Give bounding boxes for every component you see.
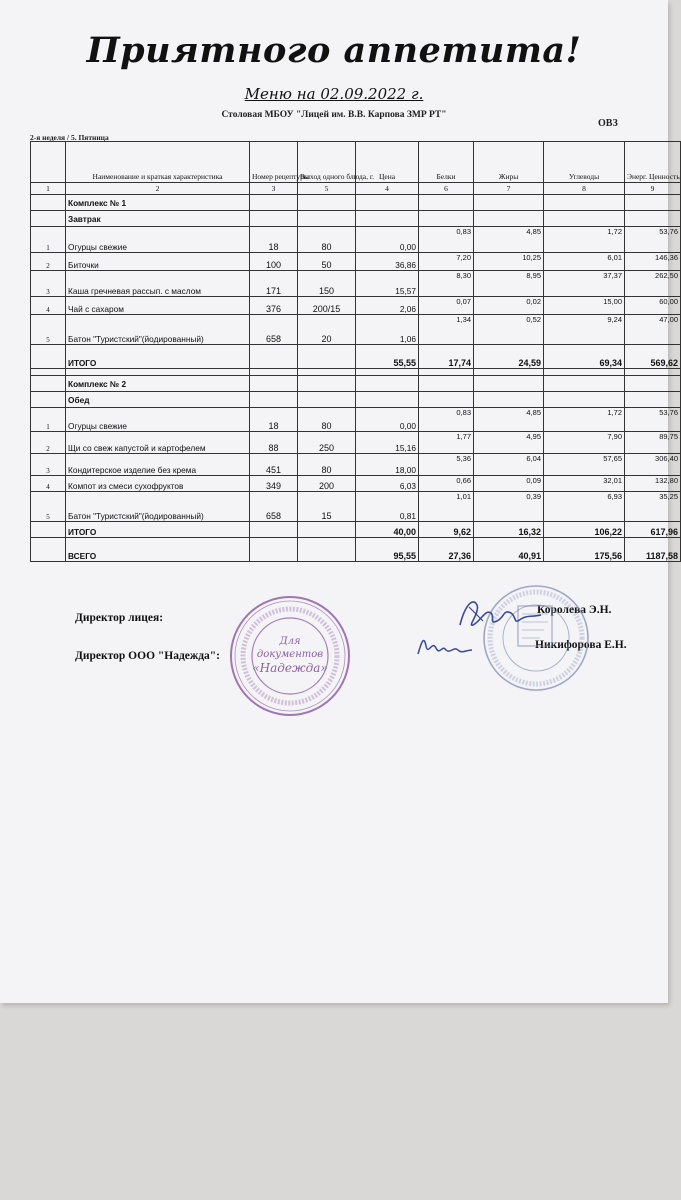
item-protein: 8,30	[419, 271, 474, 297]
menu-item-row	[31, 476, 681, 492]
item-name: Кондитерское изделие без крема	[66, 454, 250, 476]
grand-total-price: 95,55	[356, 538, 419, 562]
portion-weight: 50	[298, 253, 356, 271]
portion-weight: 150	[298, 271, 356, 297]
item-number: 1	[31, 227, 66, 253]
item-carbs: 37,37	[544, 271, 625, 297]
item-protein: 0,66	[419, 476, 474, 492]
item-name: Чай с сахаром	[66, 297, 250, 315]
recipe-number: 18	[250, 227, 298, 253]
table-header-row	[31, 142, 681, 183]
item-fat: 8,95	[474, 271, 544, 297]
complex2-total-row	[31, 522, 681, 538]
meal-label: Завтрак	[66, 211, 250, 227]
item-energy: 60,00	[625, 297, 681, 315]
total-energy: 569,62	[625, 345, 681, 369]
item-name: Огурцы свежие	[66, 227, 250, 253]
column-index: 1	[31, 183, 66, 195]
item-name: Компот из смеси сухофруктов	[66, 476, 250, 492]
complex1-label-row	[31, 195, 681, 211]
header-cell: Номер рецептуры	[250, 142, 298, 183]
page-title: Приятного аппетита!	[86, 30, 582, 71]
item-carbs: 7,90	[544, 432, 625, 454]
grand-total-fat: 40,91	[474, 538, 544, 562]
item-energy: 53,76	[625, 408, 681, 432]
recipe-number: 658	[250, 492, 298, 522]
grand-total-carbs: 175,56	[544, 538, 625, 562]
header-cell: Энерг. Ценность	[625, 142, 681, 183]
recipe-number: 451	[250, 454, 298, 476]
item-price: 0,81	[356, 492, 419, 522]
item-fat: 4,95	[474, 432, 544, 454]
director-label: Директор лицея:	[75, 612, 164, 624]
ooo-director-name: Никифорова Е.Н.	[535, 639, 627, 651]
item-protein: 1,34	[419, 315, 474, 345]
canteen-name: Столовая МБОУ "Лицей им. В.В. Карпова ЗМР РТ"	[221, 110, 447, 120]
item-name: Батон "Туристский"(йодированный)	[66, 315, 250, 345]
menu-item-row	[31, 408, 681, 432]
item-energy: 89,75	[625, 432, 681, 454]
complex-label: Комплекс № 2	[66, 376, 250, 392]
menu-item-row	[31, 297, 681, 315]
ooo-director-label: Директор ООО "Надежда":	[75, 650, 221, 662]
portion-weight: 200	[298, 476, 356, 492]
director-signature	[455, 595, 545, 635]
total-label: ИТОГО	[66, 345, 250, 369]
item-protein: 0,83	[419, 227, 474, 253]
item-number: 5	[31, 492, 66, 522]
header-cell: Жиры	[474, 142, 544, 183]
meal-breakfast-row	[31, 211, 681, 227]
portion-weight: 80	[298, 227, 356, 253]
column-index: 7	[474, 183, 544, 195]
item-energy: 53,76	[625, 227, 681, 253]
total-fat: 16,32	[474, 522, 544, 538]
header-cell: Углеводы	[544, 142, 625, 183]
menu-item-row	[31, 227, 681, 253]
menu-table	[30, 141, 681, 562]
column-index: 2	[66, 183, 250, 195]
column-index: 5	[298, 183, 356, 195]
header-cell: Белки	[419, 142, 474, 183]
column-index: 9	[625, 183, 681, 195]
recipe-number: 376	[250, 297, 298, 315]
item-protein: 7,20	[419, 253, 474, 271]
total-protein: 9,62	[419, 522, 474, 538]
item-price: 1,06	[356, 315, 419, 345]
recipe-number: 171	[250, 271, 298, 297]
item-carbs: 1,72	[544, 227, 625, 253]
ovz-label: ОВЗ	[598, 118, 618, 129]
item-number: 2	[31, 432, 66, 454]
company-stamp	[228, 594, 352, 718]
item-energy: 132,80	[625, 476, 681, 492]
total-carbs: 106,22	[544, 522, 625, 538]
item-energy: 35,25	[625, 492, 681, 522]
recipe-number: 18	[250, 408, 298, 432]
item-price: 15,57	[356, 271, 419, 297]
svg-text:Для: Для	[279, 636, 301, 647]
menu-item-row	[31, 253, 681, 271]
meal-lunch-row	[31, 392, 681, 408]
total-price: 40,00	[356, 522, 419, 538]
grand-total-energy: 1187,58	[625, 538, 681, 562]
complex-label: Комплекс № 1	[66, 195, 250, 211]
item-number: 2	[31, 253, 66, 271]
menu-item-row	[31, 315, 681, 345]
item-protein: 0,07	[419, 297, 474, 315]
complex2-label-row	[31, 376, 681, 392]
recipe-number: 88	[250, 432, 298, 454]
svg-text:документов: документов	[256, 649, 324, 660]
item-fat: 0,09	[474, 476, 544, 492]
item-fat: 4,85	[474, 408, 544, 432]
complex1-total-row	[31, 345, 681, 369]
item-fat: 6,04	[474, 454, 544, 476]
item-price: 0,00	[356, 227, 419, 253]
column-index: 6	[419, 183, 474, 195]
item-fat: 0,02	[474, 297, 544, 315]
portion-weight: 250	[298, 432, 356, 454]
portion-weight: 80	[298, 408, 356, 432]
item-fat: 10,25	[474, 253, 544, 271]
portion-weight: 20	[298, 315, 356, 345]
column-index: 4	[356, 183, 419, 195]
item-number: 1	[31, 408, 66, 432]
item-name: Батон "Туристский"(йодированный)	[66, 492, 250, 522]
item-protein: 5,36	[419, 454, 474, 476]
total-fat: 24,59	[474, 345, 544, 369]
item-carbs: 1,72	[544, 408, 625, 432]
item-energy: 47,00	[625, 315, 681, 345]
recipe-number: 100	[250, 253, 298, 271]
portion-weight: 80	[298, 454, 356, 476]
item-carbs: 57,65	[544, 454, 625, 476]
item-protein: 1,77	[419, 432, 474, 454]
menu-item-row	[31, 492, 681, 522]
meal-label: Обед	[66, 392, 250, 408]
item-protein: 1,01	[419, 492, 474, 522]
column-index: 8	[544, 183, 625, 195]
menu-item-row	[31, 454, 681, 476]
item-name: Щи со свеж капустой и картофелем	[66, 432, 250, 454]
header-cell: Выход одного блюда, г.	[298, 142, 356, 183]
item-name: Биточки	[66, 253, 250, 271]
column-index-row	[31, 183, 681, 195]
item-energy: 146,36	[625, 253, 681, 271]
item-carbs: 6,01	[544, 253, 625, 271]
item-number: 4	[31, 297, 66, 315]
grand-total-protein: 27,36	[419, 538, 474, 562]
column-index: 3	[250, 183, 298, 195]
item-fat: 4,85	[474, 227, 544, 253]
header-cell: Наименование и краткая характеристика	[66, 142, 250, 183]
item-price: 6,03	[356, 476, 419, 492]
menu-date: Меню на 02.09.2022 г.	[244, 85, 424, 103]
item-fat: 0,52	[474, 315, 544, 345]
menu-item-row	[31, 432, 681, 454]
total-energy: 617,96	[625, 522, 681, 538]
item-carbs: 32,01	[544, 476, 625, 492]
week-day-label: 2-я неделя / 5. Пятница	[30, 133, 109, 142]
item-fat: 0,39	[474, 492, 544, 522]
item-number: 4	[31, 476, 66, 492]
item-carbs: 6,93	[544, 492, 625, 522]
item-energy: 306,40	[625, 454, 681, 476]
total-label: ИТОГО	[66, 522, 250, 538]
spacer-row	[31, 369, 681, 376]
item-number: 5	[31, 315, 66, 345]
director-name: Королева Э.Н.	[537, 604, 612, 616]
item-name: Каша гречневая рассып. с маслом	[66, 271, 250, 297]
total-carbs: 69,34	[544, 345, 625, 369]
header-cell: Цена	[356, 142, 419, 183]
item-number: 3	[31, 271, 66, 297]
item-price: 36,86	[356, 253, 419, 271]
item-price: 0,00	[356, 408, 419, 432]
item-carbs: 15,00	[544, 297, 625, 315]
recipe-number: 349	[250, 476, 298, 492]
grand-total-row	[31, 538, 681, 562]
recipe-number: 658	[250, 315, 298, 345]
item-name: Огурцы свежие	[66, 408, 250, 432]
item-number: 3	[31, 454, 66, 476]
portion-weight: 200/15	[298, 297, 356, 315]
menu-item-row	[31, 271, 681, 297]
item-price: 15,16	[356, 432, 419, 454]
item-energy: 262,50	[625, 271, 681, 297]
ooo-director-signature	[414, 632, 474, 662]
header-cell	[31, 142, 66, 183]
portion-weight: 15	[298, 492, 356, 522]
item-protein: 0,83	[419, 408, 474, 432]
item-carbs: 9,24	[544, 315, 625, 345]
item-price: 2,06	[356, 297, 419, 315]
svg-text:«Надежда»: «Надежда»	[252, 661, 328, 675]
total-protein: 17,74	[419, 345, 474, 369]
item-price: 18,00	[356, 454, 419, 476]
grand-total-label: ВСЕГО	[66, 538, 250, 562]
total-price: 55,55	[356, 345, 419, 369]
